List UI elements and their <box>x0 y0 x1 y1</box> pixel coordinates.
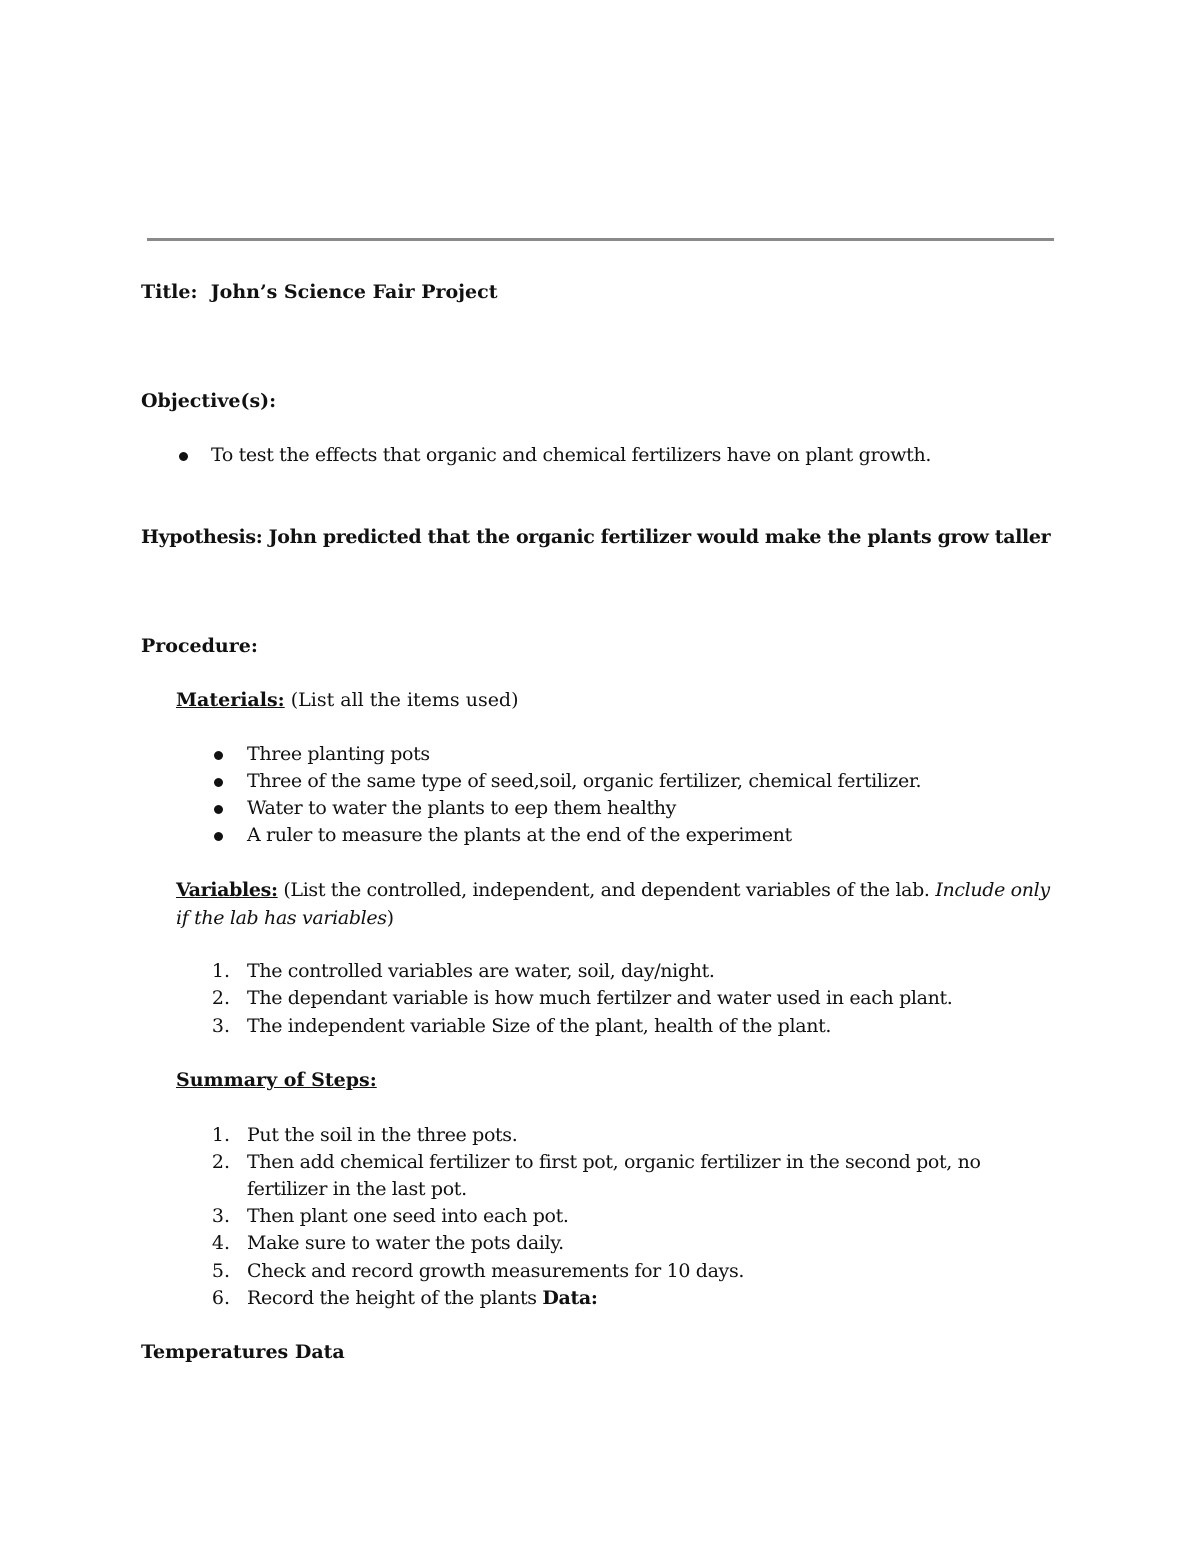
steps-item: Put the soil in the three pots. <box>247 1124 518 1146</box>
variables-line-2 <box>176 905 394 932</box>
variables-note: (List the controlled, independent, and dependent variables of the lab. <box>283 879 930 901</box>
list-number: 5. <box>211 1260 230 1282</box>
variables-item: The controlled variables are water, soil, day/night. <box>247 960 715 982</box>
variables-note-italic: if the lab has variables <box>176 907 387 929</box>
list-number: 1. <box>211 960 230 982</box>
hypothesis-label: Hypothesis: <box>141 526 263 548</box>
title-label: Title: <box>141 281 198 303</box>
variables-note-italic: Include only <box>935 879 1050 901</box>
bullet-icon <box>179 452 188 461</box>
bullet-icon <box>214 832 223 841</box>
variables-note-end: ) <box>386 907 394 929</box>
list-number: 2. <box>211 987 230 1009</box>
materials-item: A ruler to measure the plants at the end of the experiment <box>247 824 792 846</box>
hypothesis-text: John predicted that the organic fertilizer would make the plants grow taller <box>268 526 1051 548</box>
materials-item: Water to water the plants to eep them healthy <box>247 797 677 819</box>
list-number: 6. <box>211 1287 230 1309</box>
bullet-icon <box>214 778 223 787</box>
objective-item: To test the effects that organic and chemical fertilizers have on plant growth. <box>211 444 932 466</box>
variables-line-1 <box>176 877 1050 904</box>
list-number: 4. <box>211 1232 230 1254</box>
variables-item: The independent variable Size of the plant, health of the plant. <box>247 1015 832 1037</box>
materials-item: Three of the same type of seed,soil, organic fertilizer, chemical fertilizer. <box>247 770 922 792</box>
list-number: 2. <box>211 1151 230 1173</box>
list-number: 1. <box>211 1124 230 1146</box>
temperatures-heading: Temperatures Data <box>141 1341 345 1363</box>
title-line <box>141 279 497 306</box>
list-number: 3. <box>211 1205 230 1227</box>
hypothesis-line <box>141 524 1050 551</box>
objectives-heading: Objective(s): <box>141 390 277 412</box>
materials-item: Three planting pots <box>247 743 430 765</box>
steps-item: Make sure to water the pots daily. <box>247 1232 564 1254</box>
steps-item: Then plant one seed into each pot. <box>247 1205 569 1227</box>
variables-heading: Variables: <box>176 879 278 901</box>
steps-item: Then add chemical fertilizer to first pot, organic fertilizer in the second pot, no <box>247 1151 981 1173</box>
bullet-icon <box>214 751 223 760</box>
variables-item: The dependant variable is how much fertilzer and water used in each plant. <box>247 987 953 1009</box>
materials-heading: Materials: <box>176 689 285 711</box>
materials-note: (List all the items used) <box>290 689 519 711</box>
procedure-heading: Procedure: <box>141 635 258 657</box>
steps-item-continuation: fertilizer in the last pot. <box>247 1178 467 1200</box>
data-label: Data: <box>542 1287 598 1309</box>
steps-item-text: Record the height of the plants <box>247 1287 537 1309</box>
steps-item <box>247 1285 598 1312</box>
list-number: 3. <box>211 1015 230 1037</box>
bullet-icon <box>214 805 223 814</box>
materials-line <box>176 687 519 714</box>
steps-item: Check and record growth measurements for 10 days. <box>247 1260 745 1282</box>
page-title: John’s Science Fair Project <box>210 281 498 303</box>
steps-heading: Summary of Steps: <box>176 1069 377 1091</box>
header-divider <box>147 238 1054 241</box>
